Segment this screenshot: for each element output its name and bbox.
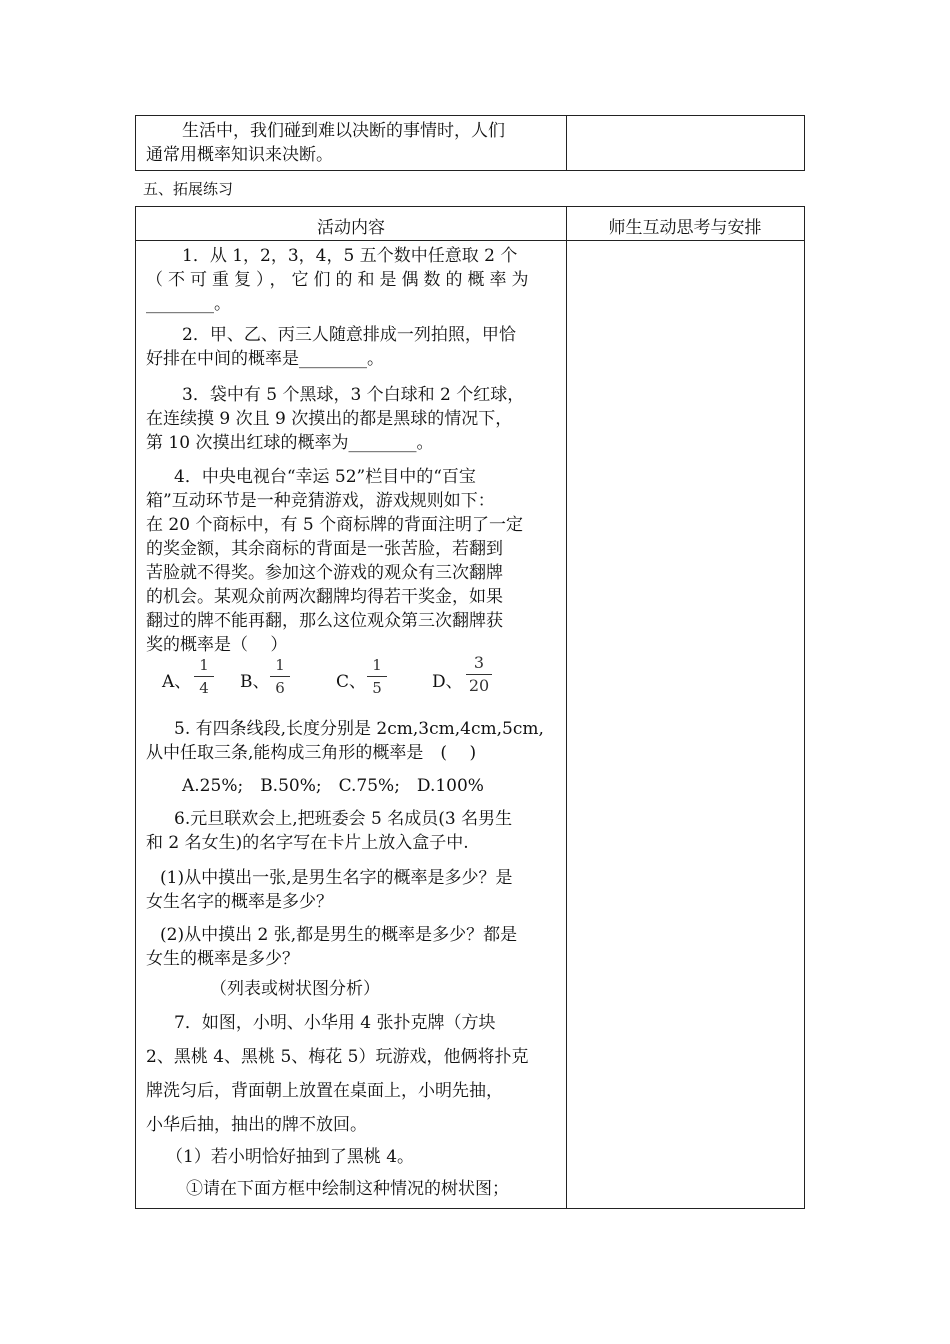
q6-sub1-line-2: 女生名字的概率是多少？ xyxy=(146,892,333,912)
denominator: 4 xyxy=(199,679,209,697)
q4-option-c-fraction xyxy=(365,656,389,697)
numerator: 1 xyxy=(372,656,382,674)
q4-option-b-fraction xyxy=(268,656,292,697)
q4-option-d-fraction xyxy=(464,654,494,695)
q3-line-2: 在连续摸 9 次且 9 次摸出的都是黑球的情况下， xyxy=(146,409,513,429)
column-divider xyxy=(566,207,567,1208)
denominator: 6 xyxy=(275,679,285,697)
q6-line-1: 6.元旦联欢会上,把班委会 5 名成员(3 名男生 xyxy=(174,809,513,829)
q3-line-3: 第 10 次摸出红球的概率为________。 xyxy=(146,433,434,453)
column-divider xyxy=(566,116,567,170)
q4-option-a-fraction xyxy=(192,656,216,697)
q2-line-1: 2．甲、乙、丙三人随意排成一列拍照，甲恰 xyxy=(182,325,516,345)
q4-line-1: 4．中央电视台“幸运 52”栏目中的“百宝 xyxy=(174,467,476,487)
q4-option-d-label: D、 xyxy=(432,672,463,692)
q4-line-3: 在 20 个商标中，有 5 个商标牌的背面注明了一定 xyxy=(146,515,524,535)
q4-line-6: 的机会。某观众前两次翻牌均得若干奖金，如果 xyxy=(146,587,503,607)
numerator: 3 xyxy=(473,653,485,672)
q6-sub2-line-1: (2)从中摸出 2 张,都是男生的概率是多少？都是 xyxy=(160,925,518,945)
top-text-line-2: 通常用概率知识来决断。 xyxy=(146,145,333,165)
top-table xyxy=(135,115,805,171)
q5-options: A.25%; B.50%; C.75%; D.100% xyxy=(182,776,484,796)
q7-line-1: 7．如图，小明、小华用 4 张扑克牌（方块 xyxy=(174,1013,496,1033)
q1-line-2: （不可重复），它们的和是偶数的概率为 xyxy=(146,270,534,290)
q4-line-7: 翻过的牌不能再翻，那么这位观众第三次翻牌获 xyxy=(146,611,503,631)
top-text-line-1: 生活中，我们碰到难以决断的事情时，人们 xyxy=(182,121,505,141)
q1-line-3: ________。 xyxy=(146,294,231,314)
q1-line-1: 1．从 1，2，3，4，5 五个数中任意取 2 个 xyxy=(182,246,518,266)
numerator: 1 xyxy=(199,656,209,674)
q7-sub1-a: ①请在下面方框中绘制这种情况的树状图； xyxy=(186,1179,509,1199)
q7-line-3: 牌洗匀后，背面朝上放置在桌面上，小明先抽， xyxy=(146,1081,503,1101)
q3-line-1: 3．袋中有 5 个黑球，3 个白球和 2 个红球， xyxy=(182,385,525,405)
section-title: 五、拓展练习 xyxy=(143,180,234,198)
q7-line-2: 2、黑桃 4、黑桃 5、梅花 5）玩游戏，他俩将扑克 xyxy=(146,1047,529,1067)
q4-line-4: 的奖金额，其余商标的背面是一张苦脸，若翻到 xyxy=(146,539,503,559)
q4-line-5: 苦脸就不得奖。参加这个游戏的观众有三次翻牌 xyxy=(146,563,503,583)
q6-sub1-line-1: (1)从中摸出一张,是男生名字的概率是多少？是 xyxy=(160,868,513,888)
q4-option-b-label: B、 xyxy=(240,672,270,692)
q4-option-a-label: A、 xyxy=(162,672,192,692)
main-table xyxy=(135,206,805,1209)
q6-line-2: 和 2 名女生)的名字写在卡片上放入盒子中. xyxy=(146,833,469,853)
q2-line-2: 好排在中间的概率是________。 xyxy=(146,349,384,369)
denominator: 20 xyxy=(468,676,490,695)
header-divider xyxy=(136,240,804,241)
q5-line-1: 5. 有四条线段,长度分别是 2cm,3cm,4cm,5cm, xyxy=(174,719,544,739)
q7-sub1: （1）若小明恰好抽到了黑桃 4。 xyxy=(166,1147,415,1167)
numerator: 1 xyxy=(275,656,285,674)
q7-line-4: 小华后抽，抽出的牌不放回。 xyxy=(146,1115,367,1135)
q5-line-2: 从中任取三条,能构成三角形的概率是 ( ) xyxy=(146,743,477,763)
denominator: 5 xyxy=(372,679,382,697)
q4-line-8: 奖的概率是（ ） xyxy=(146,635,288,655)
q4-option-c-label: C、 xyxy=(336,672,367,692)
q6-sub2-line-2: 女生的概率是多少？ xyxy=(146,949,299,969)
header-activity-content: 活动内容 xyxy=(317,218,385,238)
q6-note: （列表或树状图分析） xyxy=(210,979,380,999)
q4-line-2: 箱”互动环节是一种竞猜游戏，游戏规则如下： xyxy=(146,491,495,511)
header-teacher-student: 师生互动思考与安排 xyxy=(608,218,762,238)
